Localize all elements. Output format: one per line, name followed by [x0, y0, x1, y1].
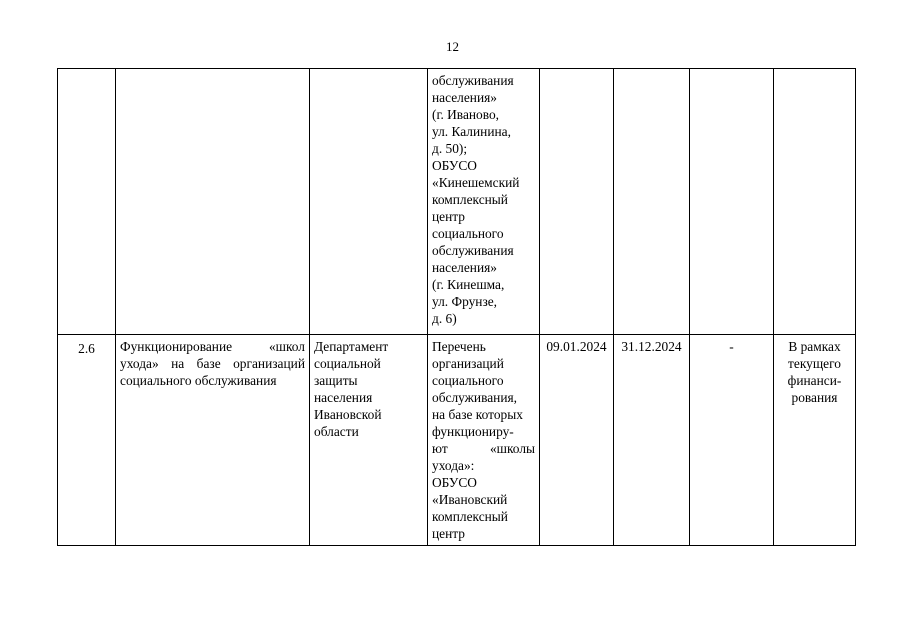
table-row-continued: [58, 69, 856, 335]
executor-line: социальной: [314, 356, 381, 371]
result-line: социального: [432, 226, 504, 241]
result-line: (г. Кинешма,: [432, 277, 505, 292]
cell-activity-empty: [116, 69, 310, 335]
cell-number: 2.6: [58, 335, 116, 546]
result-line: обслуживания: [432, 243, 514, 258]
result-line: населения»: [432, 260, 497, 275]
result-line: (г. Иваново,: [432, 107, 500, 122]
cell-number-empty: [58, 69, 116, 335]
cell-start-date: 09.01.2024: [540, 335, 614, 546]
executor-line: Ивановской: [314, 407, 382, 422]
cell-activity: Функционирование «школ ухода» на базе организаций социального обслуживания: [116, 335, 310, 546]
result-line: «Ивановский: [432, 492, 508, 507]
result-line: ул. Фрунзе,: [432, 294, 498, 309]
result-line: ухода»:: [432, 458, 475, 473]
executor-line: области: [314, 424, 359, 439]
result-line: Перечень: [432, 339, 486, 354]
cell-end-date-empty: [614, 69, 690, 335]
result-line: ОБУСО: [432, 158, 477, 173]
cell-result-continued: [428, 69, 540, 335]
table-row-2-6: [58, 335, 856, 546]
cell-executor-empty: [310, 69, 428, 335]
result-line: ют «школы: [432, 441, 535, 456]
financing-source-line: текущего: [788, 356, 841, 371]
result-line: обслуживания: [432, 73, 514, 88]
result-line: населения»: [432, 90, 497, 105]
result-line: обслуживания,: [432, 390, 517, 405]
executor-line: защиты: [314, 373, 358, 388]
cell-executor: [310, 335, 428, 546]
result-line: на базе которых: [432, 407, 523, 422]
result-line: ОБУСО: [432, 475, 477, 490]
result-line: функциониру-: [432, 424, 514, 439]
financing-source-line: рования: [791, 390, 838, 405]
cell-financing-amount-empty: [690, 69, 774, 335]
result-line: комплексный: [432, 509, 508, 524]
page-number: 12: [446, 39, 459, 54]
result-line: «Кинешемский: [432, 175, 520, 190]
result-line: ул. Калинина,: [432, 124, 511, 139]
result-line: организаций: [432, 356, 504, 371]
cell-financing-source: [774, 335, 856, 546]
result-line: комплексный: [432, 192, 508, 207]
result-line: д. 6): [432, 311, 457, 326]
financing-source-line: В рамках: [788, 339, 841, 354]
plan-table: [57, 68, 856, 546]
executor-line: населения: [314, 390, 373, 405]
result-line: центр: [432, 526, 465, 541]
cell-result: [428, 335, 540, 546]
cell-start-date-empty: [540, 69, 614, 335]
cell-financing-amount: -: [690, 335, 774, 546]
executor-line: Департамент: [314, 339, 389, 354]
result-line: центр: [432, 209, 465, 224]
result-line: социального: [432, 373, 504, 388]
cell-financing-source-empty: [774, 69, 856, 335]
result-line: д. 50);: [432, 141, 468, 156]
financing-source-line: финанси-: [787, 373, 842, 388]
cell-end-date: 31.12.2024: [614, 335, 690, 546]
